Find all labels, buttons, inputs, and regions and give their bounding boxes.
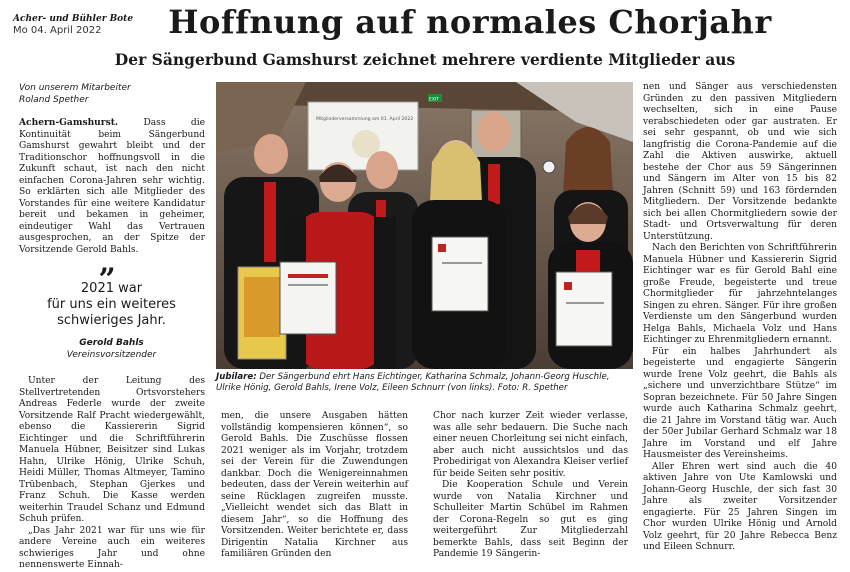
article-subheadline: Der Sängerbund Gamshurst zeichnet mehrere verdiente Mitglieder aus: [114, 50, 736, 69]
intro-text: Dass die Kontinuität beim Sängerbund Gamshurst gewahrt bleibt und der Traditionschor hoffnungsvoll in die Zukunft schaut, ist nach den nicht einfachen Corona-Jahren sehr wichtig. So erklärten sich alle Mitglieder des Vorstandes für eine weitere Kandidatur bereit und bekamen in geheimer, eindeutiger Wahl das Vertrauen ausgesprochen, an der Spitze der Vorsitzende Gerold Bahls.: [19, 118, 205, 255]
screen-text: Mitgliederversammlung am 01. April 2022: [316, 117, 414, 122]
body-paragraph: men, die unsere Ausgaben hätten vollständig kompensieren können“, so Gerold Bahls. Die Zuschüsse flossen 2021 weniger als im Vorjahr, trotzdem sei der Verein für die Zuwendungen dankbar. Doch die Wenigereinnahmen bedeuten, dass der Verein weiterhin auf seine Rücklagen zugreifen musste. „Vielleicht wendet sich das Blatt in diesem Jahr“, so die Hoffnung des Vorsitzenden. Weiter berichtete er, dass Dirigentin Natalia Kirchner aus familiären Gründen den: [221, 411, 408, 559]
column-4: [643, 82, 837, 554]
column-2-lower: [221, 411, 408, 561]
quote-mark-icon: „: [99, 245, 117, 280]
body-paragraph: Aller Ehren wert sind auch die 40 aktiven Jahre von Ute Kamlowski und Johann-Georg Huschle, der sich fast 30 Jahre als zweiter Vorsitzender engagierte. Für 25 Jahren Singen im Chor wurden Ulrike Hönig und Arnold Volz geehrt, für 20 Jahre Rebecca Benz und Eileen Schnurr.: [643, 461, 837, 552]
quote-author-name: Gerold Bahls: [79, 338, 144, 348]
author-credit: [19, 82, 131, 106]
pull-quote-line: 2021 war: [80, 281, 143, 296]
caption-label: Jubilare:: [216, 372, 257, 382]
body-paragraph: „Das Jahr 2021 war für uns wie für andere Vereine auch ein weiteres schwieriges Jahr und ohne nennenswerte Einnah-: [19, 525, 205, 570]
author-name: Roland Spether: [19, 95, 89, 105]
pull-quote-line: schwieriges Jahr.: [57, 313, 166, 328]
photo-caption: [216, 372, 633, 394]
quote-author-role: Vereinsvorsitzender: [66, 350, 157, 360]
body-paragraph: Die Kooperation Schule und Verein wurde von Natalia Kirchner und Schulleiter Martin Schübel im Rahmen der Corona-Regeln so gut es ging weitergeführt Zur Mitgliederzahl bemerkte Bahls, dass seit Beginn der Pandemie 19 Sängerin-: [433, 480, 628, 559]
article-headline: Hoffnung auf normales Chorjahr: [168, 3, 772, 41]
author-line: Von unserem Mitarbeiter: [19, 83, 131, 93]
newspaper-masthead: Acher- und Bühler Bote: [13, 14, 134, 24]
exit-sign-text: EXIT: [429, 97, 440, 103]
dateline: Achern-Gamshurst.: [19, 117, 119, 128]
body-paragraph: Für ein halbes Jahrhundert als begeisterte und engagierte Sängerin wurde Irene Volz geehrt, die Bahls als „sichere und unverzichtbare Stütze“ im Sopran bezeichnete. Für 50 Jahre Singen wurde auch Katharina Schmalz geehrt, die 21 Jahre im Vorstand tätig war. Auch der 50er Jubilar Gerhard Schmalz war 18 Jahre im Vorstand und elf Jahre Hausmeister des Vereinsheims.: [643, 346, 837, 460]
pull-quote: [19, 281, 204, 329]
group-photo: [216, 82, 633, 369]
body-paragraph: Nach den Berichten von Schriftführerin Manuela Hübner und Kassiererin Sigrid Eichtinger war es für Gerold Bahl eine große Freude, begeisterte und treue Chormitglieder für jahrzehntelanges Singen zu ehren. Sänger. Für ihre großen Verdienste um den Sängerbund wurden Helga Bahls, Michaela Volz und Hans Eichtinger zu Ehrenmitgliedern ernannt.: [643, 243, 837, 345]
body-paragraph: Unter der Leitung des Stellvertretenden Ortsvorstehers Andreas Federle wurde der zweite Vorsitzende Ralf Pracht wiedergewählt, ebenso die Kassiererin Sigrid Eichtinger und die Schriftführerin Manuela Hübner, Beisitzer sind Lukas Hahn, Ulrike Hönig, Ulrike Schuh, Heidi Müller, Thomas Altmeyer, Tamino Trübenbach, Stephan Gjerkes und Franz Schuh. Die Kasse werden weiterhin Traudel Schanz und Edmund Schuh prüfen.: [19, 376, 205, 524]
photo-illustration: [216, 82, 633, 369]
body-paragraph: Chor nach kurzer Zeit wieder verlasse, was alle sehr bedauern. Die Suche nach einer neuen Chorleitung sei nicht einfach, aber auch nicht aussichtslos und das Probedirigat von Alexandra Kleiser verlief für beide Seiten sehr positiv.: [433, 411, 628, 479]
intro-paragraph: [19, 117, 205, 256]
body-paragraph: nen und Sänger aus verschiedensten Gründen zu den passiven Mitgliedern wechselten, sich in eine Pause verabschiedeten oder gar austraten. Er sei sehr gespannt, ob und wie sich langfristig die Corona-Pandemie auf die Zahl die Aktiven auswirke, aktuell bestehe der Chor aus 59 Sängerinnen und Sängern im Alter von 15 bis 82 Jahren (Schnitt 59) und 163 fördernden Mitgliedern. Der Vorsitzende bedankte sich bei allen Chormitgliedern sowie der Stadt- und Ortsverwaltung für deren Unterstützung.: [643, 82, 837, 242]
column-1-lower: [19, 376, 205, 572]
pull-quote-line: für uns ein weiteres: [47, 297, 176, 312]
column-3-lower: [433, 411, 628, 561]
caption-text: Der Sängerbund ehrt Hans Eichtinger, Katharina Schmalz, Johann-Georg Huschle, Ulrike Hönig, Gerold Bahls, Irene Volz, Eileen Schnurr (von links).: [216, 372, 610, 393]
caption-credit: Foto: R. Spether: [497, 383, 568, 393]
issue-date: Mo 04. April 2022: [13, 25, 102, 36]
